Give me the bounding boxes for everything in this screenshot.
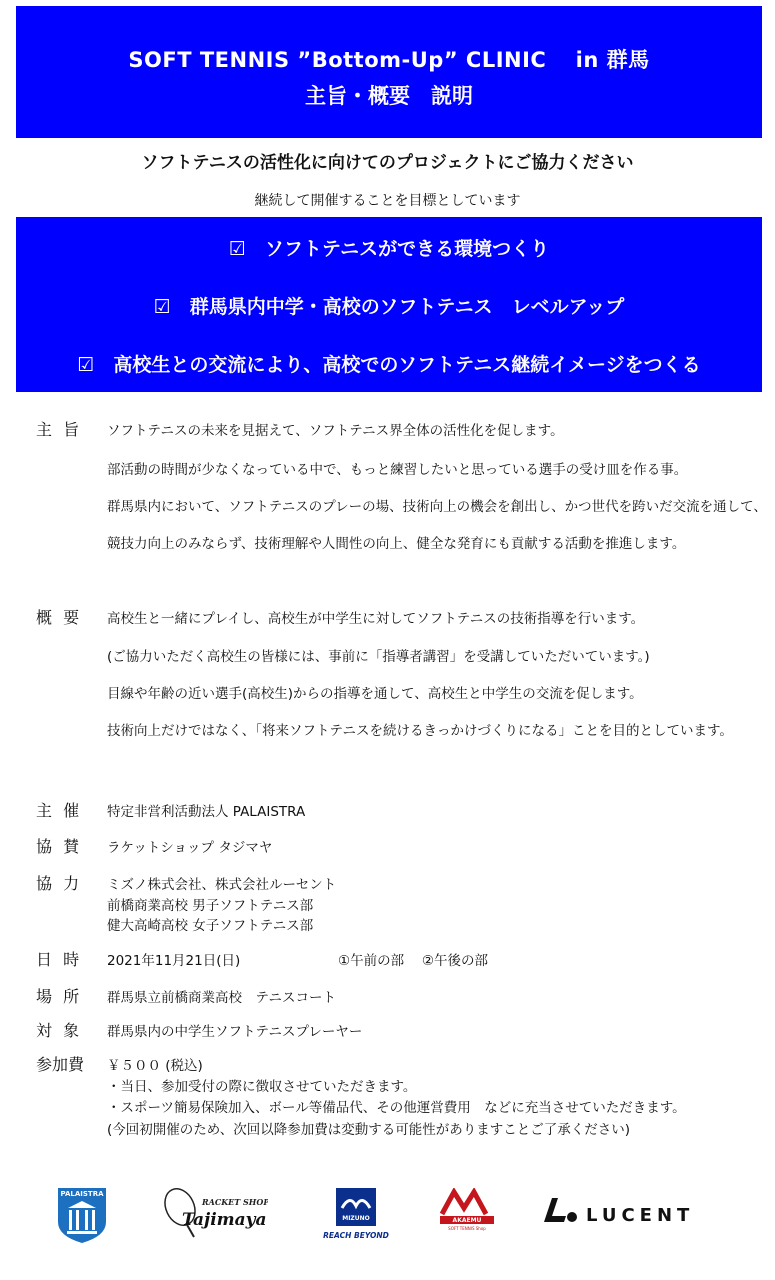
overview-line: 目線や年齢の近い選手(高校生)からの指導を通して、高校生と中学生の交流を促します。 (107, 686, 643, 702)
purpose-line: 群馬県内において、ソフトテニスのプレーの場、技術向上の機会を創出し、かつ世代を跨いだ交流を通して、 (107, 499, 767, 515)
tajimaya-text: Tajimaya (182, 1210, 267, 1230)
tajimaya-subtext: RACKET SHOP (202, 1197, 268, 1207)
page-subtitle: 主旨・概要 説明 (305, 84, 473, 108)
purpose-line: 部活動の時間が少なくなっている中で、もっと練習したいと思っている選手の受け皿を作る事。 (107, 462, 688, 478)
target-label: 対 象 (36, 1021, 83, 1040)
mizuno-logo (320, 1186, 392, 1242)
overview-label: 概 要 (36, 608, 83, 627)
lead-text: ソフトテニスの活性化に向けてのプロジェクトにご協力ください (141, 153, 634, 173)
palaistra-logo (56, 1186, 108, 1244)
organizer-value: 特定非営利活動法人 PALAISTRA (107, 804, 306, 820)
overview-line: 技術向上だけではなく、「将来ソフトテニスを続けるきっかけづくりになる」ことを目的としています。 (107, 723, 733, 739)
title-banner (16, 6, 762, 138)
venue-value: 群馬県立前橋商業高校 テニスコート (107, 990, 336, 1006)
goals-banner (16, 217, 762, 392)
mizuno-tagline: REACH BEYOND (323, 1231, 389, 1240)
akaemu-subtext: SOFT TENNIS Shop (448, 1226, 486, 1231)
cooperation-label: 協 力 (36, 874, 83, 893)
akaemu-mark-icon (436, 1188, 498, 1232)
cooperation-line: ミズノ株式会社、株式会社ルーセント (107, 877, 337, 893)
lucent-logo (538, 1196, 734, 1228)
cooperation-line: 前橋商業高校 男子ソフトテニス部 (107, 898, 314, 914)
venue-label: 場 所 (36, 987, 83, 1006)
lucent-mark-icon (538, 1196, 734, 1228)
tajimaya-logo (158, 1183, 268, 1241)
purpose-line: ソフトテニスの未来を見据えて、ソフトテニス界全体の活性化を促します。 (107, 423, 564, 439)
mizuno-runbird-icon (320, 1186, 392, 1242)
goal-item: ☑ 高校生との交流により、高校でのソフトテニス継続イメージをつくる (77, 354, 701, 376)
palaistra-text: PALAISTRA (60, 1190, 104, 1198)
sponsor-label: 協 賛 (36, 837, 83, 856)
goal-item: ☑ ソフトテニスができる環境つくり (228, 238, 550, 260)
event-sessions: ①午前の部 ②午後の部 (338, 953, 488, 969)
purpose-line: 競技力向上のみならず、技術理解や人間性の向上、健全な発育にも貢献する活動を推進します。 (107, 536, 686, 552)
akaemu-logo (436, 1188, 498, 1232)
purpose-label: 主 旨 (36, 420, 83, 439)
target-value: 群馬県内の中学生ソフトテニスプレーヤー (107, 1024, 363, 1040)
racket-icon (158, 1183, 268, 1241)
overview-line: (ご協力いただく高校生の皆様には、事前に「指導者講習」を受講していただいています。) (107, 649, 650, 665)
fee-note: (今回初開催のため、次回以降参加費は変動する可能性がありますことご了承ください) (107, 1122, 630, 1138)
cooperation-line: 健大高崎高校 女子ソフトテニス部 (107, 918, 314, 934)
goal-item: ☑ 群馬県内中学・高校のソフトテニス レベルアップ (153, 296, 625, 318)
overview-line: 高校生と一緒にプレイし、高校生が中学生に対してソフトテニスの技術指導を行います。 (107, 611, 645, 627)
mizuno-text: MIZUNO (342, 1215, 370, 1222)
sponsor-value: ラケットショップ タジマヤ (107, 840, 273, 856)
lucent-text: LUCENT (586, 1205, 695, 1226)
fee-label: 参加費 (36, 1055, 85, 1074)
organizer-label: 主 催 (36, 801, 83, 820)
akaemu-text: AKAEMU (452, 1217, 482, 1224)
fee-note: ・当日、参加受付の際に徴収させていただきます。 (107, 1079, 417, 1095)
page-title: SOFT TENNIS ”Bottom-Up” CLINIC in 群馬 (128, 48, 650, 72)
datetime-label: 日 時 (36, 950, 83, 969)
palaistra-emblem-icon (56, 1186, 108, 1244)
event-date: 2021年11月21日(日) (107, 953, 241, 969)
fee-note: ・スポーツ簡易保険加入、ボール等備品代、その他運営費用 などに充当させていただきます。 (107, 1100, 686, 1116)
fee-amount: ￥５００ (税込) (107, 1058, 203, 1074)
goal-line: 継続して開催することを目標としています (254, 193, 521, 209)
